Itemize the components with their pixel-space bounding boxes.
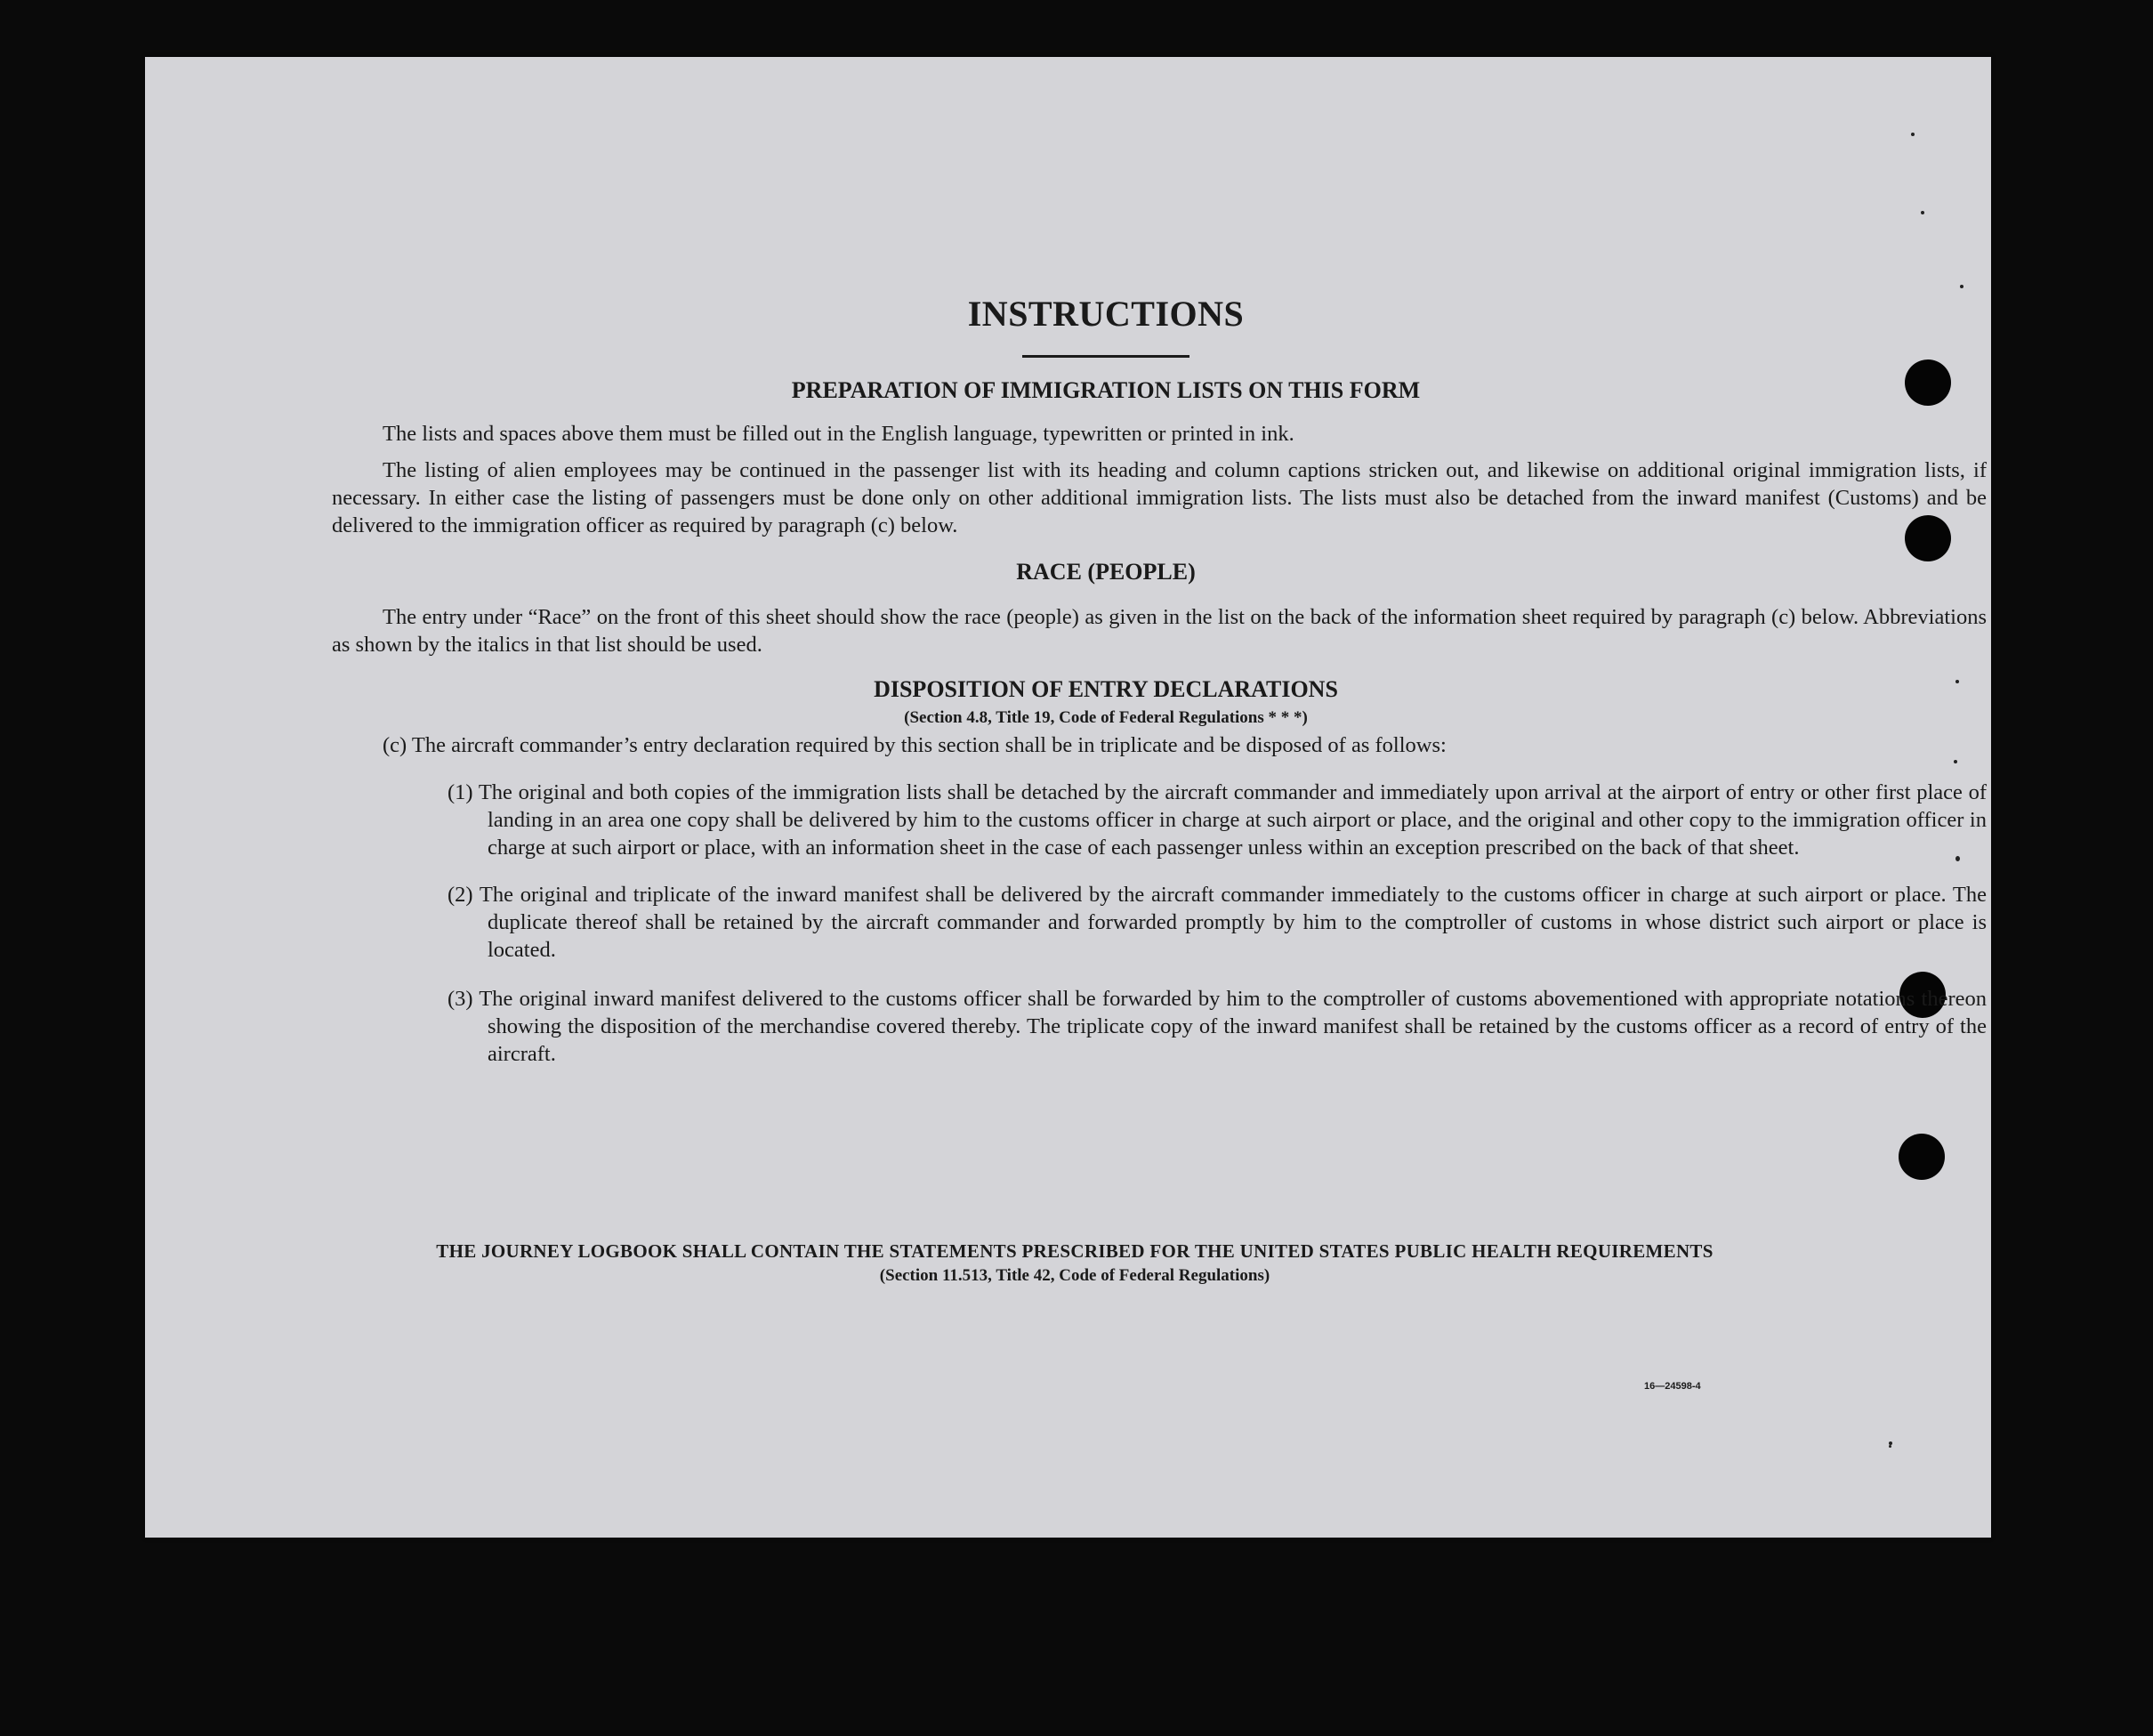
instructions-content	[332, 293, 1987, 1068]
scan-speck	[1921, 211, 1924, 214]
paragraph-alien-employees: The listing of alien employees may be continued in the passenger list with its heading and column captions stricken out, and likewise on additional original immigration lists, if necessary. In either case the listing of passengers must be done only on other additional immigration lists. The lists must also be detached from the inward manifest (Customs) and be delivered to the immigration officer as required by paragraph (c) below.	[332, 458, 1987, 537]
list-item-2: (2) The original and triplicate of the inward manifest shall be delivered by the aircraft commander immediately to the customs officer in charge at such airport or place. The duplicate thereof shall be retained by the aircraft commander and forwarded promptly by him to the comptroller of customs in whose district such airport or place is located.	[448, 883, 1987, 962]
form-number: 16—24598-4	[1644, 1381, 1701, 1392]
paragraph-race-entry: The entry under “Race” on the front of this sheet should show the race (people) as given in the list on the back of the information sheet required by paragraph (c) below. Abbreviations as shown by the italics in that list should be used.	[332, 605, 1987, 657]
page-title: INSTRUCTIONS	[967, 294, 1245, 334]
footer-statement: THE JOURNEY LOGBOOK SHALL CONTAIN THE STATEMENTS PRESCRIBED FOR THE UNITED STATES PUBLIC HEALTH REQUIREMENTS	[436, 1240, 1714, 1262]
paragraph-language: The lists and spaces above them must be filled out in the English language, typewritten or printed in ink.	[383, 422, 1294, 446]
scan-speck	[1960, 285, 1964, 288]
footer-citation: (Section 11.513, Title 42, Code of Federal Regulations)	[879, 1266, 1270, 1285]
section-citation: (Section 4.8, Title 19, Code of Federal Regulations * * *)	[904, 708, 1308, 727]
section-heading-disposition: DISPOSITION OF ENTRY DECLARATIONS	[874, 676, 1338, 702]
section-heading-race: RACE (PEOPLE)	[1016, 559, 1196, 585]
paragraph-entry-declaration: (c) The aircraft commander’s entry declaration required by this section shall be in triplicate and be disposed of as follows:	[383, 733, 1447, 757]
list-item-3: (3) The original inward manifest delivered to the customs officer shall be forwarded by him to the comptroller of customs abovementioned with appropriate notations thereon showing the disposition of the merchandise covered thereby. The triplicate copy of the inward manifest shall be retained by the customs officer as a record of entry of the aircraft.	[448, 987, 1987, 1066]
footer	[323, 1240, 1826, 1286]
section-heading-preparation: PREPARATION OF IMMIGRATION LISTS ON THIS FORM	[791, 377, 1421, 403]
document-page	[145, 57, 1991, 1538]
punch-hole	[1899, 1134, 1945, 1180]
scan-speck	[1889, 1445, 1891, 1448]
scan-speck	[1911, 133, 1915, 136]
title-underline	[1022, 355, 1189, 358]
list-item-1: (1) The original and both copies of the immigration lists shall be detached by the aircraft commander and immediately upon arrival at the airport of entry or other first place of landing in an area one copy shall be delivered by him to the customs officer in charge at such airport or place, and the original and other copy to the immigration officer in charge at such airport or place, with an information sheet in the case of each passenger unless within an exception prescribed on the back of that sheet.	[448, 780, 1987, 860]
